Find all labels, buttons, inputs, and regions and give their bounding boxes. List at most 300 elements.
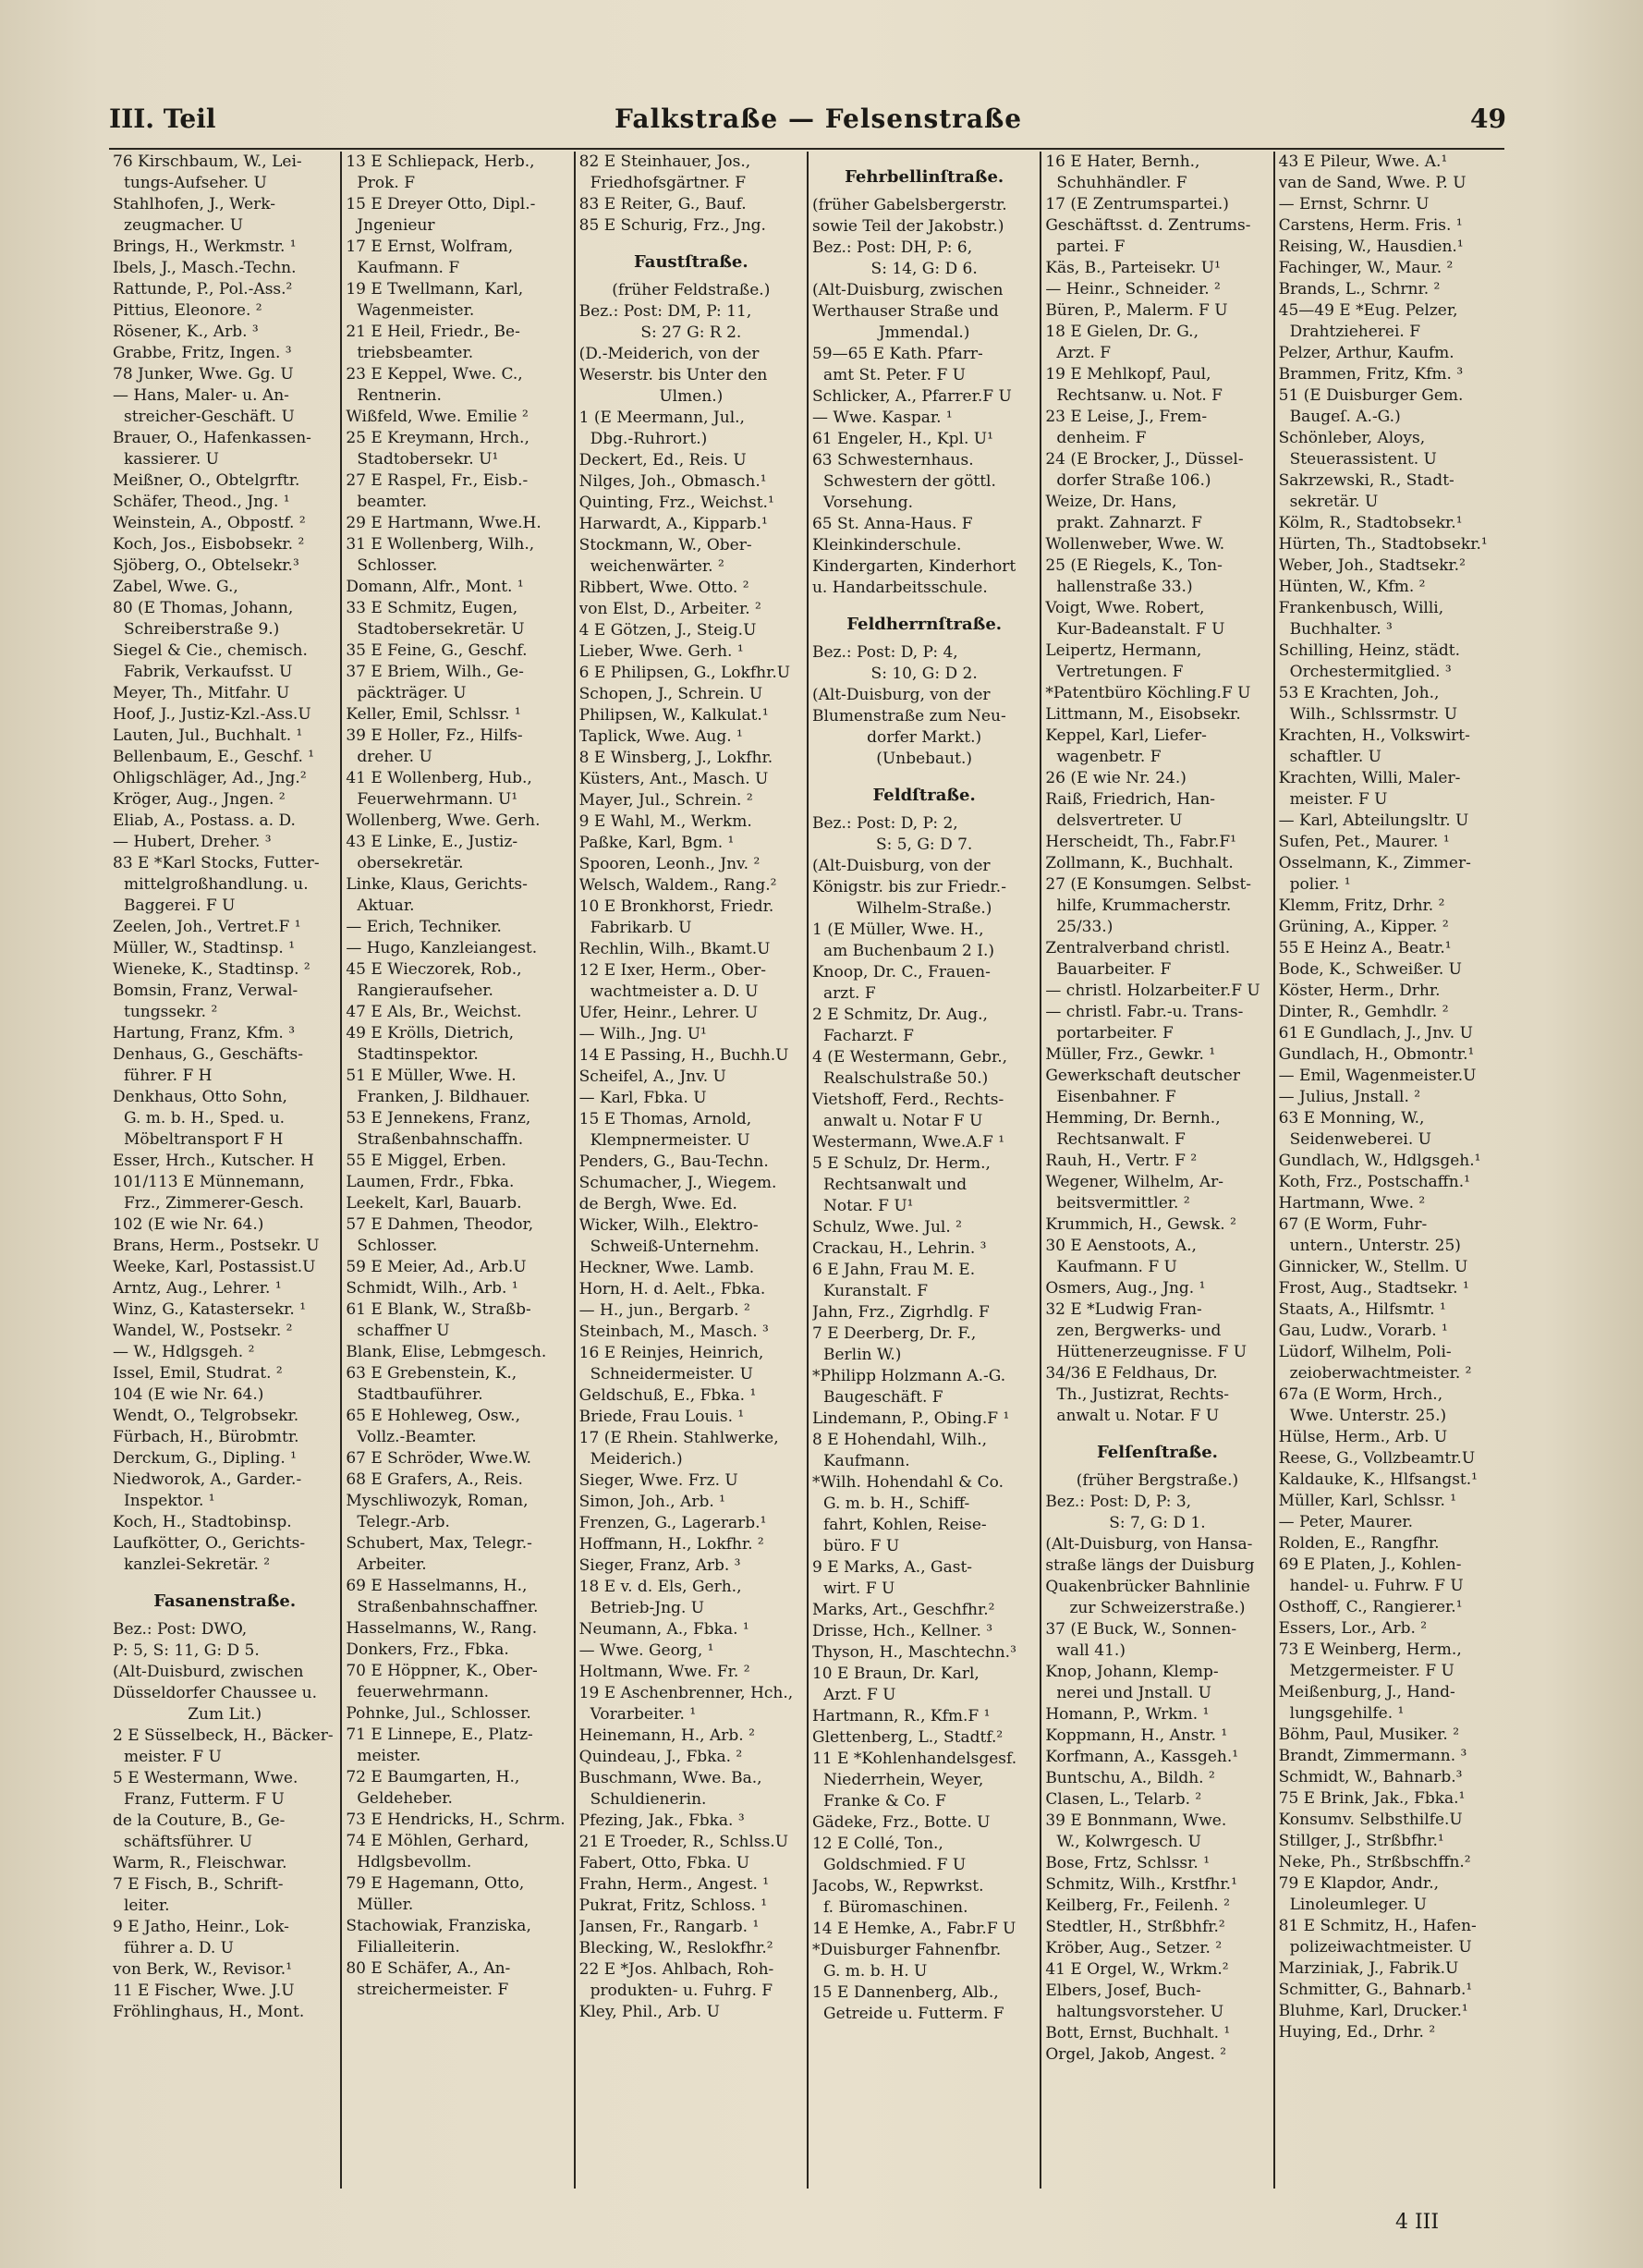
directory-entry: polier. ¹ <box>1289 875 1351 894</box>
directory-entry: triebsbeamter. <box>357 344 474 362</box>
directory-entry: 81 E Schmitz, H., Hafen- <box>1278 1917 1477 1935</box>
directory-entry: Koch, Jos., Eisbobsekr. ² <box>113 535 305 554</box>
directory-entry: Stockmann, W., Ober- <box>578 536 752 555</box>
directory-entry: 79 E Klapdor, Andr., <box>1278 1874 1440 1893</box>
directory-entry: 83 E Reiter, G., Bauf. <box>578 195 747 213</box>
directory-entry: Hdlgsbevollm. <box>357 1853 472 1872</box>
directory-entry: 29 E Hartmann, Wwe.H. <box>346 514 542 532</box>
directory-entry: 43 E Linke, E., Justiz- <box>346 833 518 851</box>
directory-entry: Jngenieur <box>357 216 435 235</box>
directory-entry: Denhaus, G., Geschäfts- <box>113 1045 303 1064</box>
directory-entry: Heinemann, H., Arb. ² <box>578 1726 755 1745</box>
directory-entry: Kur-Badeanstalt. F U <box>1056 620 1225 639</box>
directory-entry: Hülse, Herm., Arb. U <box>1278 1428 1448 1446</box>
directory-entry: Zabel, Wwe. G., <box>113 578 238 596</box>
directory-entry: Inspektor. ¹ <box>124 1492 215 1510</box>
directory-entry: Knop, Johann, Klemp- <box>1045 1663 1219 1681</box>
directory-entry: Feuerwehrmann. U¹ <box>357 790 518 809</box>
directory-entry: Wilh., Schlssrmstr. U <box>1289 705 1458 724</box>
directory-entry: de Bergh, Wwe. Ed. <box>578 1195 737 1213</box>
directory-entry: Wwe. Unterstr. 25.) <box>1289 1407 1447 1425</box>
directory-entry: — Hugo, Kanzleiangest. <box>346 939 538 957</box>
directory-entry: Gundlach, W., Hdlgsgeh.¹ <box>1278 1152 1481 1170</box>
directory-entry: Lindemann, P., Obing.F ¹ <box>811 1409 1010 1428</box>
directory-entry: Meißner, O., Obtelgrftr. <box>113 471 300 490</box>
directory-entry: Meißenburg, J., Hand- <box>1278 1683 1455 1701</box>
directory-entry: streichermeister. F <box>357 1981 509 1999</box>
directory-entry: Orgel, Jakob, Angest. ² <box>1045 2045 1227 2064</box>
directory-entry: Getreide u. Futterm. F <box>822 2005 1004 2023</box>
directory-entry: S: 10, G: D 2. <box>870 665 978 683</box>
directory-entry: Wollenweber, Wwe. W. <box>1045 535 1225 554</box>
directory-entry: Bez.: Post: D, P: 4, <box>811 643 958 662</box>
directory-entry: G. m. b. H., Schiff- <box>822 1494 970 1513</box>
directory-entry: 37 (E Buck, W., Sonnen- <box>1045 1620 1237 1639</box>
directory-entry: Fachinger, W., Maur. ² <box>1278 259 1454 277</box>
directory-entry: 5 E Schulz, Dr. Herm., <box>811 1154 991 1173</box>
directory-entry: Sieger, Wwe. Frz. U <box>578 1471 738 1490</box>
directory-entry: 18 E v. d. Els, Gerh., <box>578 1578 742 1596</box>
directory-entry: 70 E Höppner, K., Ober- <box>346 1662 538 1680</box>
directory-entry: 19 E Mehlkopf, Paul, <box>1045 365 1211 384</box>
directory-entry: Ibels, J., Masch.-Techn. <box>113 259 297 277</box>
directory-entry: Stadtbauführer. <box>357 1385 483 1404</box>
directory-entry: Quindeau, J., Fbka. ² <box>578 1748 743 1766</box>
directory-entry: Steinbach, M., Masch. ³ <box>578 1323 769 1341</box>
directory-entry: 27 (E Konsumgen. Selbst- <box>1045 875 1252 894</box>
directory-entry: Zum Lit.) <box>188 1705 262 1724</box>
directory-entry: (Alt-Duisburd, zwischen <box>113 1663 304 1681</box>
directory-entry: Thyson, H., Maschtechn.³ <box>811 1643 1016 1662</box>
directory-entry: Wieneke, K., Stadtinsp. ² <box>113 960 310 979</box>
directory-entry: büro. F U <box>822 1537 900 1555</box>
page-header <box>102 104 1506 140</box>
directory-entry: Laumen, Frdr., Fbka. <box>346 1173 515 1191</box>
directory-entry: Mayer, Jul., Schrein. ² <box>578 791 753 810</box>
directory-entry: Spooren, Leonh., Jnv. ² <box>578 855 761 873</box>
directory-entry: Stadtobersekretär. U <box>357 620 525 639</box>
directory-entry: meister. F U <box>1289 790 1388 809</box>
header-rule <box>109 148 1504 150</box>
directory-entry: Klemm, Fritz, Drhr. ² <box>1278 896 1445 915</box>
directory-entry: Betrieb-Jng. U <box>590 1599 705 1617</box>
directory-entry: — Wwe. Kaspar. ¹ <box>811 408 953 427</box>
directory-entry: *Philipp Holzmann A.-G. <box>811 1367 1006 1385</box>
directory-entry: Fabrikarb. U <box>590 919 692 937</box>
directory-entry: Wicker, Wilh., Elektro- <box>578 1216 759 1235</box>
directory-entry: Rechtsanwalt und <box>822 1176 968 1194</box>
directory-entry: Arbeiter. <box>357 1555 427 1574</box>
directory-entry: Hoffmann, H., Lokfhr. ² <box>578 1535 764 1554</box>
directory-entry: 67 (E Worm, Fuhr- <box>1278 1215 1428 1234</box>
directory-entry: fahrt, Kohlen, Reise- <box>822 1516 987 1534</box>
directory-entry: Horn, H. d. Aelt., Fbka. <box>578 1280 766 1299</box>
directory-entry: Drisse, Hch., Kellner. ³ <box>811 1622 993 1640</box>
directory-entry: Schilling, Heinz, städt. <box>1278 641 1460 660</box>
directory-entry: Hasselmanns, W., Rang. <box>346 1619 538 1638</box>
directory-entry: Donkers, Frz., Fbka. <box>346 1640 509 1659</box>
directory-entry: mittelgroßhandlung. u. <box>124 875 309 894</box>
directory-entry: führer a. D. U <box>124 1939 235 1957</box>
directory-entry: lungsgehilfe. ¹ <box>1289 1704 1405 1723</box>
directory-entry: Realschulstraße 50.) <box>822 1069 989 1088</box>
directory-entry: *Patentbüro Köchling.F U <box>1045 684 1251 702</box>
directory-entry: Krachten, Willi, Maler- <box>1278 769 1461 787</box>
directory-entry: Ufer, Heinr., Lehrer. U <box>578 1004 759 1022</box>
directory-entry: 9 E Wahl, M., Werkm. <box>578 812 752 831</box>
directory-entry: Neke, Ph., Strßbschffn.² <box>1278 1853 1471 1872</box>
directory-entry: Schmitz, Wilh., Krstfhr.¹ <box>1045 1875 1237 1894</box>
directory-entry: — Hubert, Dreher. ³ <box>113 833 272 851</box>
directory-entry: 8 E Winsberg, J., Lokfhr. <box>578 749 773 767</box>
directory-entry: dreher. U <box>357 748 432 766</box>
directory-entry: Arntz, Aug., Lehrer. ¹ <box>113 1279 282 1298</box>
directory-entry: wagenbetr. F <box>1056 748 1162 766</box>
directory-entry: Müller, W., Stadtinsp. ¹ <box>113 939 296 957</box>
directory-entry: *Wilh. Hohendahl & Co. <box>811 1473 1004 1492</box>
directory-entry: Lieber, Wwe. Gerh. ¹ <box>578 642 744 661</box>
directory-entry: Osthoff, C., Rangierer.¹ <box>1278 1598 1463 1616</box>
street-heading: Feldſtraße. <box>872 786 976 805</box>
directory-entry: 2 E Schmitz, Dr. Aug., <box>811 1006 988 1024</box>
directory-entry: amt St. Peter. F U <box>822 366 966 384</box>
directory-entry: — Heinr., Schneider. ² <box>1045 280 1221 299</box>
directory-entry: Korfmann, A., Kassgeh.¹ <box>1045 1748 1239 1766</box>
directory-entry: 55 E Heinz A., Beatr.¹ <box>1278 939 1452 957</box>
directory-entry: Derckum, G., Dipling. ¹ <box>113 1449 297 1468</box>
directory-entry: Carstens, Herm. Fris. ¹ <box>1278 216 1463 235</box>
directory-entry: Frahn, Herm., Angest. ¹ <box>578 1875 770 1894</box>
directory-entry: Jmmendal.) <box>878 323 970 342</box>
directory-entry: 68 E Grafers, A., Reis. <box>346 1470 523 1489</box>
column-4 <box>809 152 1041 2189</box>
directory-entry: (früher Gabelsbergerstr. <box>811 196 1007 214</box>
directory-entry: Straßenbahnschaffner. <box>357 1598 539 1616</box>
directory-entry: Drahtzieherei. F <box>1289 323 1421 341</box>
directory-entry: Seidenweberei. U <box>1289 1130 1431 1149</box>
directory-entry: 25 E Kreymann, Hrch., <box>346 429 529 447</box>
directory-entry: 6 E Jahn, Frau M. E. <box>811 1261 976 1279</box>
directory-entry: 16 E Hater, Bernh., <box>1045 152 1200 171</box>
directory-entry: Baggerei. F U <box>124 896 236 915</box>
directory-entry: schäftsführer. U <box>124 1833 252 1851</box>
directory-entry: Straßenbahnschaffn. <box>357 1130 524 1149</box>
directory-entry: dorfer Straße 106.) <box>1056 471 1211 490</box>
directory-entry: 72 E Baumgarten, H., <box>346 1768 520 1786</box>
directory-entry: (früher Feldstraße.) <box>612 281 771 299</box>
directory-entry: Schweiß-Unternehm. <box>590 1238 760 1256</box>
directory-entry: Zentralverband christl. <box>1045 939 1231 957</box>
directory-entry: Bomsin, Franz, Verwal- <box>113 982 298 1000</box>
directory-entry: von Elst, D., Arbeiter. ² <box>578 600 761 618</box>
directory-entry: Schreiberstraße 9.) <box>124 620 280 639</box>
directory-entry: Clasen, L., Telarb. ² <box>1045 1790 1202 1809</box>
directory-entry: Gädeke, Frz., Botte. U <box>811 1813 991 1832</box>
directory-entry: Rangieraufseher. <box>357 982 493 1000</box>
directory-entry: 63 Schwesternhaus. <box>811 451 974 469</box>
directory-entry: Weeke, Karl, Postassist.U <box>113 1258 316 1276</box>
directory-entry: Schäfer, Theod., Jng. ¹ <box>113 493 290 511</box>
directory-entry: Pukrat, Fritz, Schloss. ¹ <box>578 1896 768 1915</box>
directory-entry: Winz, G., Katastersekr. ¹ <box>113 1300 307 1319</box>
directory-entry: Glettenberg, L., Stadtf.² <box>811 1728 1004 1747</box>
directory-entry: 7 E Deerberg, Dr. F., <box>811 1324 977 1343</box>
directory-entry: Frankenbusch, Willi, <box>1278 599 1444 617</box>
directory-entry: 23 E Leise, J., Frem- <box>1045 408 1208 426</box>
directory-entry: Crackau, H., Lehrin. ³ <box>811 1239 987 1258</box>
directory-entry: Stahlhofen, J., Werk- <box>113 195 276 213</box>
directory-entry: Wollenberg, Wwe. Gerh. <box>346 811 541 830</box>
directory-entry: 74 E Möhlen, Gerhard, <box>346 1832 529 1850</box>
directory-entry: obersekretär. <box>357 854 464 872</box>
directory-entry: Büren, P., Malerm. F U <box>1045 301 1228 320</box>
directory-entry: streicher-Geschäft. U <box>124 408 295 426</box>
directory-entry: Holtmann, Wwe. Fr. ² <box>578 1663 750 1681</box>
directory-entry: delsvertreter. U <box>1056 811 1183 830</box>
directory-entry: 45—49 E *Eug. Pelzer, <box>1278 301 1458 320</box>
directory-entry: wall 41.) <box>1056 1641 1126 1660</box>
directory-entry: 51 E Müller, Wwe. H. <box>346 1067 517 1085</box>
directory-entry: Reising, W., Hausdien.¹ <box>1278 238 1464 256</box>
directory-entry: Reese, G., Vollzbeamtr.U <box>1278 1449 1476 1468</box>
directory-entry: 49 E Krölls, Dietrich, <box>346 1024 515 1043</box>
directory-entry: Düsseldorfer Chaussee u. <box>113 1684 318 1702</box>
directory-entry: 15 E Dannenberg, Alb., <box>811 1983 999 2002</box>
directory-entry: Wißfeld, Wwe. Emilie ² <box>346 408 529 426</box>
directory-entry: Brings, H., Werkmstr. ¹ <box>113 238 297 256</box>
directory-entry: Leipertz, Hermann, <box>1045 641 1202 660</box>
directory-entry: von Berk, W., Revisor.¹ <box>113 1960 293 1979</box>
directory-entry: 10 E Bronkhorst, Friedr. <box>578 897 774 916</box>
directory-entry: partei. F <box>1056 238 1126 256</box>
directory-entry: 65 E Hohleweg, Osw., <box>346 1407 520 1425</box>
directory-entry: Vietshoff, Ferd., Rechts- <box>811 1091 1004 1109</box>
directory-entry: Gewerkschaft deutscher <box>1045 1067 1240 1085</box>
directory-entry: 104 (E wie Nr. 64.) <box>113 1385 264 1404</box>
directory-entry: (D.-Meiderich, von der <box>578 345 760 363</box>
directory-entry: Osselmann, K., Zimmer- <box>1278 854 1471 872</box>
directory-entry: Eisenbahner. F <box>1056 1088 1176 1106</box>
directory-entry: Schmitter, G., Bahnarb.¹ <box>1278 1981 1473 1999</box>
directory-entry: — H., jun., Bergarb. ² <box>578 1301 750 1320</box>
directory-entry: Schopen, J., Schrein. U <box>578 685 763 703</box>
directory-entry: Vertretungen. F <box>1056 663 1184 681</box>
directory-entry: 53 E Krachten, Joh., <box>1278 684 1440 702</box>
directory-entry: Pohnke, Jul., Schlosser. <box>346 1704 531 1723</box>
directory-entry: Domann, Alfr., Mont. ¹ <box>346 578 524 596</box>
directory-entry: 26 (E wie Nr. 24.) <box>1045 769 1187 787</box>
directory-entry: Dinter, R., Gemhdlr. ² <box>1278 1003 1449 1021</box>
directory-entry: Vollz.-Beamter. <box>357 1428 477 1446</box>
directory-entry: Köster, Herm., Drhr. <box>1278 982 1441 1000</box>
directory-entry: Niederrhein, Weyer, <box>822 1771 984 1789</box>
directory-entry: Kaufmann. <box>822 1452 910 1470</box>
directory-entry: 4 (E Westermann, Gebr., <box>811 1048 1008 1067</box>
directory-entry: Hüttenerzeugnisse. F U <box>1056 1343 1247 1361</box>
directory-entry: Ginnicker, W., Stellm. U <box>1278 1258 1468 1276</box>
directory-entry: 6 E Philipsen, G., Lokfhr.U <box>578 664 791 682</box>
directory-entry: Schlosser. <box>357 556 438 575</box>
directory-entry: Schlosser. <box>357 1237 438 1255</box>
directory-entry: Warm, R., Fleischwar. <box>113 1854 287 1872</box>
directory-entry: Vorsehung. <box>822 494 913 512</box>
directory-entry: Frost, Aug., Stadtsekr. ¹ <box>1278 1279 1469 1298</box>
directory-entry: 22 E *Jos. Ahlbach, Roh- <box>578 1960 774 1979</box>
part-label: III. Teil <box>109 104 216 134</box>
directory-entry: Berlin W.) <box>822 1346 902 1364</box>
directory-entry: — christl. Fabr.-u. Trans- <box>1045 1003 1244 1021</box>
directory-entry: Kröber, Aug., Setzer. ² <box>1045 1939 1223 1957</box>
directory-entry: Lauten, Jul., Buchhalt. ¹ <box>113 726 303 745</box>
directory-entry: handel- u. Fuhrw. F U <box>1289 1577 1464 1595</box>
directory-entry: Stachowiak, Franziska, <box>346 1917 531 1935</box>
directory-entry: Baugeſ. A.-G.) <box>1289 408 1401 426</box>
directory-entry: Rolden, E., Rangfhr. <box>1278 1534 1440 1553</box>
directory-entry: tungssekr. ² <box>124 1003 218 1021</box>
directory-entry: Westermann, Wwe.A.F ¹ <box>811 1133 1005 1152</box>
directory-entry: Küsters, Ant., Masch. U <box>578 770 769 788</box>
directory-entry: Koth, Frz., Postschaffn.¹ <box>1278 1173 1470 1191</box>
directory-entry: Zollmann, K., Buchhalt. <box>1045 854 1234 872</box>
directory-entry: 67a (E Worm, Hrch., <box>1278 1385 1443 1404</box>
directory-entry: 31 E Wollenberg, Wilh., <box>346 535 535 554</box>
directory-entry: Rösener, K., Arb. ³ <box>113 323 259 341</box>
directory-entry: Buchhalter. ³ <box>1289 620 1393 639</box>
directory-entry: Hemming, Dr. Bernh., <box>1045 1109 1221 1128</box>
directory-entry: feuerwehrmann. <box>357 1683 490 1701</box>
directory-entry: dorfer Markt.) <box>867 728 982 747</box>
directory-entry: Schmidt, W., Bahnarb.³ <box>1278 1768 1463 1786</box>
directory-entry: — Karl, Abteilungsltr. U <box>1278 811 1469 830</box>
directory-entry: 21 E Troeder, R., Schlss.U <box>578 1833 789 1851</box>
directory-entry: Grabbe, Fritz, Ingen. ³ <box>113 344 292 362</box>
directory-entry: Taplick, Wwe. Aug. ¹ <box>578 727 743 746</box>
directory-entry: S: 7, G: D 1. <box>1109 1514 1206 1532</box>
directory-entry: Frenzen, G., Lagerarb.¹ <box>578 1514 767 1532</box>
street-range-title: Falkstraße — Felsenstraße <box>615 104 1023 134</box>
directory-entry: Raiß, Friedrich, Han- <box>1045 790 1216 809</box>
directory-entry: anwalt u. Notar F U <box>822 1112 983 1130</box>
directory-entry: Huying, Ed., Drhr. ² <box>1278 2023 1436 2042</box>
directory-entry: Nilges, Joh., Obmasch.¹ <box>578 472 767 491</box>
directory-entry: Hartmann, R., Kfm.F ¹ <box>811 1707 991 1725</box>
directory-entry: 101/113 E Münnemann, <box>113 1173 305 1191</box>
column-1 <box>109 152 342 2189</box>
directory-entry: kanzlei-Sekretär. ² <box>124 1555 271 1574</box>
directory-entry: Voigt, Wwe. Robert, <box>1045 599 1205 617</box>
directory-entry: Niedworok, A., Garder.- <box>113 1470 302 1489</box>
directory-entry: 17 (E Rhein. Stahlwerke, <box>578 1429 779 1447</box>
directory-entry: Frz., Zimmerer-Gesch. <box>124 1194 304 1213</box>
directory-entry: Schubert, Max, Telegr.- <box>346 1534 532 1553</box>
directory-entry: 14 E Passing, H., Buchh.U <box>578 1046 789 1065</box>
directory-entry: 41 E Wollenberg, Hub., <box>346 769 532 787</box>
directory-entry: arzt. F <box>822 984 876 1003</box>
directory-entry: Bez.: Post: DWO, <box>113 1620 248 1639</box>
directory-entry: Koppmann, H., Anstr. ¹ <box>1045 1726 1228 1745</box>
directory-entry: Linke, Klaus, Gerichts- <box>346 875 528 894</box>
directory-entry: Weize, Dr. Hans, <box>1045 493 1177 511</box>
directory-entry: Bez.: Post: DM, P: 11, <box>578 302 752 321</box>
directory-entry: Geschäftsst. d. Zentrums- <box>1045 216 1251 235</box>
directory-entry: 15 E Thomas, Arnold, <box>578 1110 752 1128</box>
directory-entry: 7 E Fisch, B., Schrift- <box>113 1875 284 1894</box>
directory-entry: Schönleber, Aloys, <box>1278 429 1426 447</box>
directory-entry: Brammen, Fritz, Kfm. ³ <box>1278 365 1464 384</box>
directory-entry: 65 St. Anna-Haus. F <box>811 515 973 533</box>
directory-entry: Prok. F <box>357 174 416 192</box>
directory-entry: Hartung, Franz, Kfm. ³ <box>113 1024 296 1043</box>
directory-entry: S: 14, G: D 6. <box>870 260 978 278</box>
street-heading: Faustſtraße. <box>634 252 748 272</box>
directory-entry: Kaufmann. F U <box>1056 1258 1177 1276</box>
directory-entry: Keilberg, Fr., Feilenh. ² <box>1045 1896 1230 1915</box>
directory-entry: Sufen, Pet., Maurer. ¹ <box>1278 833 1450 851</box>
street-heading: Fehrbellinſtraße. <box>845 167 1004 187</box>
directory-entry: Hünten, W., Kfm. ² <box>1278 578 1426 596</box>
directory-entry: 11 E Fischer, Wwe. J.U <box>113 1981 295 2000</box>
directory-entry: — christl. Holzarbeiter.F U <box>1045 982 1260 1000</box>
directory-entry: anwalt u. Notar. F U <box>1056 1407 1220 1425</box>
directory-entry: Kindergarten, Kinderhort <box>811 557 1016 576</box>
directory-entry: 33 E Schmitz, Eugen, <box>346 599 518 617</box>
directory-entry: Müller. <box>357 1896 414 1914</box>
directory-entry: — Ernst, Schrnr. U <box>1278 195 1430 213</box>
directory-entry: zur Schweizerstraße.) <box>1069 1599 1246 1617</box>
directory-entry: Harwardt, A., Kipparb.¹ <box>578 515 768 533</box>
directory-entry: 61 E Gundlach, J., Jnv. U <box>1278 1024 1473 1043</box>
directory-entry: (Unbebaut.) <box>876 750 972 768</box>
directory-entry: 71 E Linnepe, E., Platz- <box>346 1725 533 1744</box>
directory-entry: Buschmann, Wwe. Ba., <box>578 1769 762 1787</box>
directory-entry: 12 E Ixer, Herm., Ober- <box>578 961 767 980</box>
directory-entry: 8 E Hohendahl, Wilh., <box>811 1431 988 1449</box>
directory-entry: Aktuar. <box>357 896 415 915</box>
directory-entry: 51 (E Duisburger Gem. <box>1278 386 1464 405</box>
directory-entry: Weber, Joh., Stadtsekr.² <box>1278 556 1466 575</box>
directory-entry: Schneidermeister. U <box>590 1365 753 1384</box>
directory-entry: Schmidt, Wilh., Arb. ¹ <box>346 1279 518 1298</box>
directory-entry: Klempnermeister. U <box>590 1131 750 1150</box>
directory-entry: polizeiwachtmeister. U <box>1289 1938 1472 1957</box>
directory-entry: Pittius, Eleonore. ² <box>113 301 262 320</box>
directory-entry: zeioberwachtmeister. ² <box>1289 1364 1472 1383</box>
directory-entry: Kaufmann. F <box>357 259 460 277</box>
directory-entry: Gundlach, H., Obmontr.¹ <box>1278 1045 1475 1064</box>
directory-entry: Baugeschäft. F <box>822 1388 943 1407</box>
directory-entry: Käs, B., Parteisekr. U¹ <box>1045 259 1221 277</box>
directory-entry: schaftler. U <box>1289 748 1381 766</box>
directory-entry: Krachten, H., Volkswirt- <box>1278 726 1470 745</box>
directory-entry: 102 (E wie Nr. 64.) <box>113 1215 264 1234</box>
directory-entry: 76 Kirschbaum, W., Lei- <box>113 152 302 171</box>
directory-entry: Paßke, Karl, Bgm. ¹ <box>578 834 735 852</box>
directory-entry: 39 E Bonnmann, Wwe. <box>1045 1811 1227 1830</box>
directory-entry: Brans, Herm., Postsekr. U <box>113 1237 320 1255</box>
directory-entry: Orchestermitglied. ³ <box>1289 663 1452 681</box>
directory-entry: — Erich, Techniker. <box>346 918 502 936</box>
directory-entry: Sjöberg, O., Obtelsekr.³ <box>113 556 299 575</box>
directory-entry: Stillger, J., Strßbfhr.¹ <box>1278 1832 1444 1850</box>
directory-entry: zen, Bergwerks- und <box>1056 1322 1222 1340</box>
directory-entry: Bauarbeiter. F <box>1056 960 1172 979</box>
directory-entry: Jahn, Frz., Zigrhdlg. F <box>811 1303 990 1322</box>
directory-entry: Denkhaus, Otto Sohn, <box>113 1088 287 1106</box>
directory-entry: Krummich, H., Gewsk. ² <box>1045 1215 1236 1234</box>
directory-entry: Brands, L., Schrnr. ² <box>1278 280 1441 299</box>
directory-entry: Stedtler, H., Strßbhfr.² <box>1045 1918 1225 1936</box>
page-footer: 4 III <box>1395 2211 1440 2234</box>
